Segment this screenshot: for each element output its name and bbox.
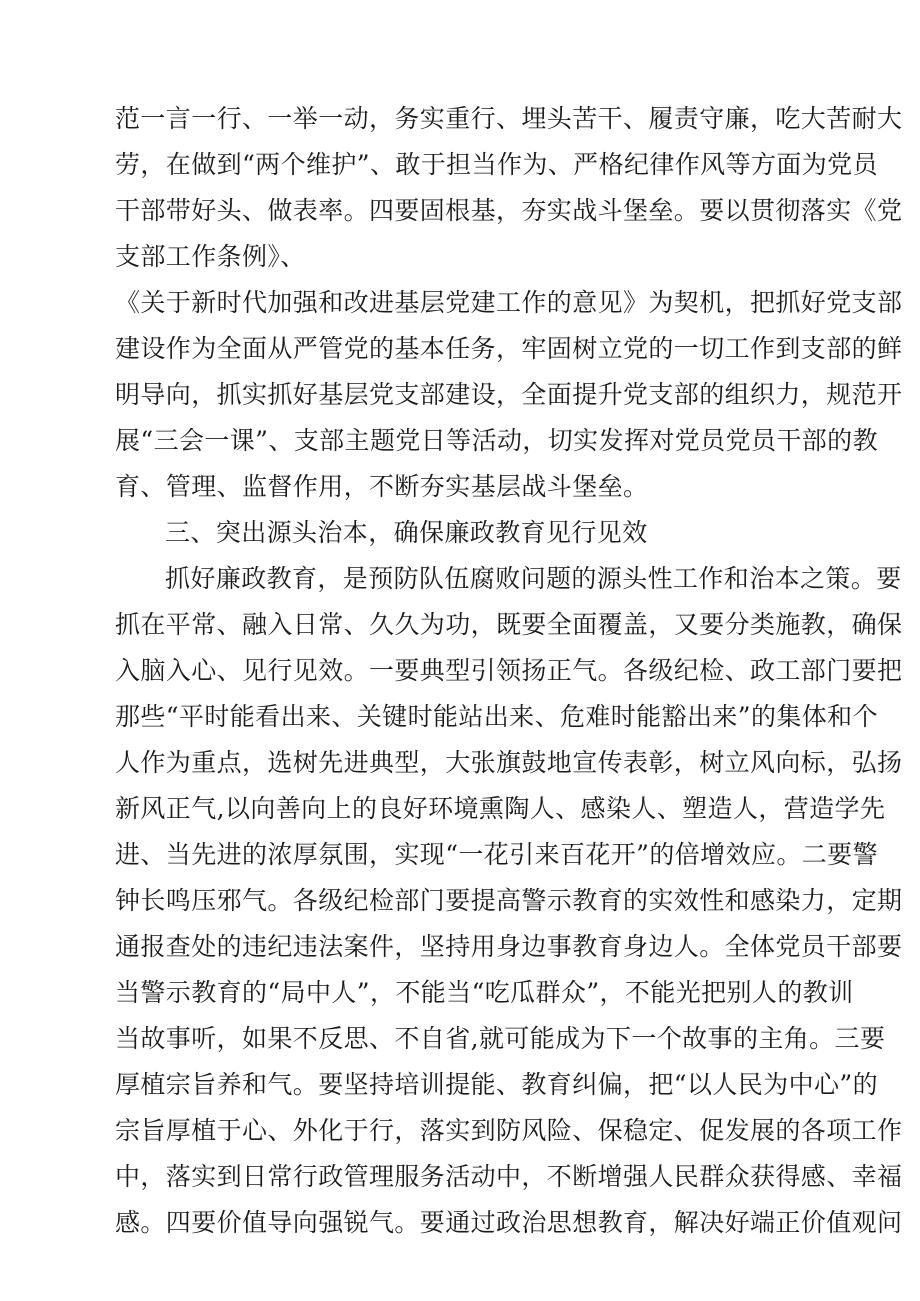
text-line-14: 那些“平时能看出来、关键时能站出来、危难时能豁出来”的集体和个 <box>115 702 878 731</box>
text-line-21: 当故事听，如果不反思、不自省,就可能成为下一个故事的主角。三要 <box>115 1024 886 1053</box>
text-line-24: 中，落实到日常行政管理服务活动中，不断增强人民群众获得感、幸福 <box>115 1162 903 1191</box>
text-line-9: 育、管理、监督作用，不断夯实基层战斗堡垒。 <box>115 472 649 501</box>
text-line-12: 抓在平常、融入日常、久久为功，既要全面覆盖，又要分类施教，确保 <box>115 610 903 639</box>
text-line-8: 展“三会一课”、支部主题党日等活动，切实发挥对党员党员干部的教 <box>115 426 878 455</box>
text-line-22: 厚植宗旨养和气。要坚持培训提能、教育纠偏，把“以人民为中心”的 <box>115 1070 878 1099</box>
text-line-4: 支部工作条例》、 <box>115 242 306 271</box>
paragraph-first-line: 抓好廉政教育，是预防队伍腐败问题的源头性工作和治本之策。要 <box>165 564 902 593</box>
text-line-19: 通报查处的违纪违法案件，坚持用身边事教育身边人。全体党员干部要 <box>115 932 903 961</box>
text-line-5: 《关于新时代加强和改进基层党建工作的意见》为契机，把抓好党支部 <box>115 288 903 317</box>
text-line-17: 进、当先进的浓厚氛围，实现“一花引来百花开”的倍增效应。二要警 <box>115 840 878 869</box>
text-line-20: 当警示教育的“局中人”，不能当“吃瓜群众”，不能光把别人的教训 <box>115 978 854 1007</box>
text-line-15: 人作为重点，选树先进典型，大张旗鼓地宣传表彰，树立风向标，弘扬 <box>115 748 903 777</box>
text-line-6: 建设作为全面从严管党的基本任务，牢固树立党的一切工作到支部的鲜 <box>115 334 903 363</box>
text-line-3: 干部带好头、做表率。四要固根基，夯实战斗堡垒。要以贯彻落实《党 <box>115 196 903 225</box>
body-text <box>115 96 903 1246</box>
text-line-1: 范一言一行、一举一动，务实重行、埋头苦干、履责守廉，吃大苦耐大 <box>115 104 903 133</box>
text-line-16: 新风正气,以向善向上的良好环境熏陶人、感染人、塑造人，营造学先 <box>115 794 886 823</box>
text-line-18: 钟长鸣压邪气。各级纪检部门要提高警示教育的实效性和感染力，定期 <box>115 886 903 915</box>
text-line-7: 明导向，抓实抓好基层党支部建设，全面提升党支部的组织力，规范开 <box>115 380 903 409</box>
text-line-2: 劳，在做到“两个维护”、敢于担当作为、严格纪律作风等方面为党员 <box>115 150 878 179</box>
text-line-25: 感。四要价值导向强锐气。要通过政治思想教育，解决好端正价值观问 <box>115 1208 903 1237</box>
text-line-23: 宗旨厚植于心、外化于行，落实到防风险、保稳定、促发展的各项工作 <box>115 1116 903 1145</box>
section-heading: 三、突出源头治本，确保廉政教育见行见效 <box>165 518 648 547</box>
text-line-13: 入脑入心、见行见效。一要典型引领扬正气。各级纪检、政工部门要把 <box>115 656 903 685</box>
